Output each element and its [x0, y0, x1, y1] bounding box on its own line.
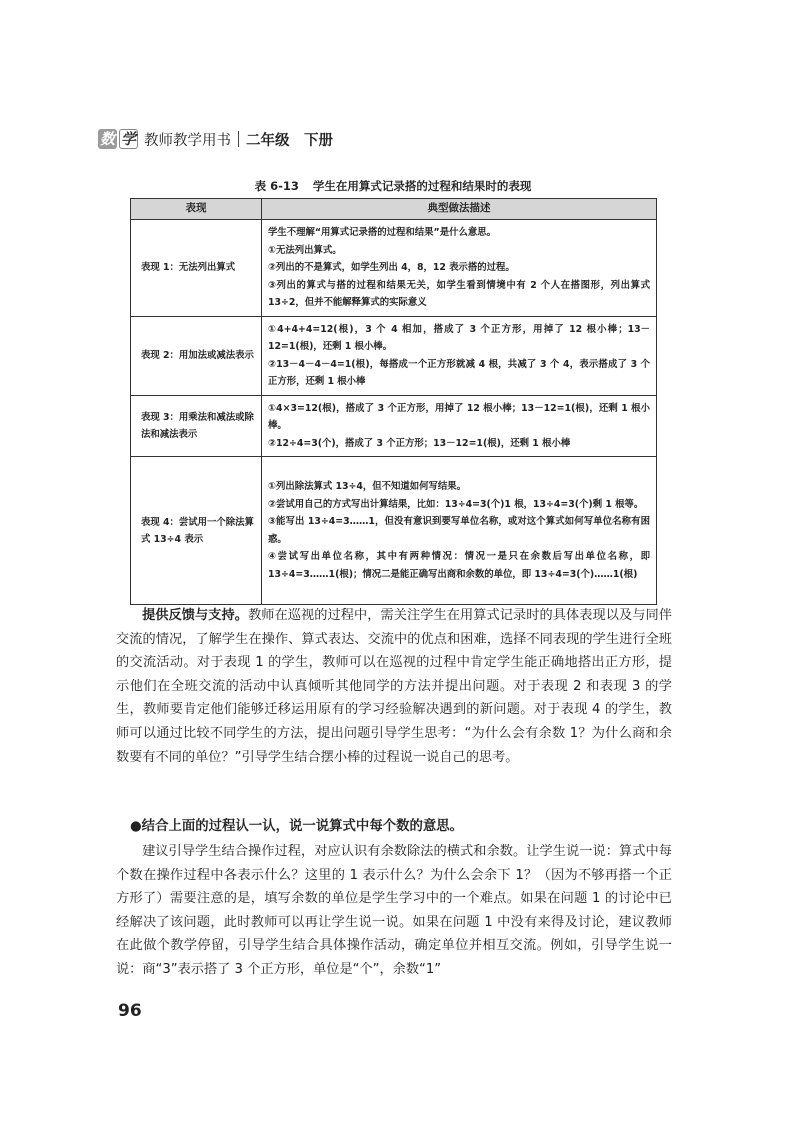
bullet-heading: ●结合上面的过程认一认，说一说算式中每个数的意思。 — [130, 819, 464, 834]
table-title: 学生在用算式记录搭的过程和结果时的表现 — [312, 179, 532, 193]
header-divider — [238, 131, 239, 147]
grade-label: 二年级 下册 — [246, 132, 333, 149]
table-row — [131, 316, 657, 395]
description-line: ②12÷4=3(个)，搭成了 3 个正方形；13－12=1(根)，还剩 1 根小棒 — [268, 437, 571, 449]
table-caption — [130, 178, 656, 194]
description-line: ①4×3=12(根)，搭成了 3 个正方形，用掉了 12 根小棒；13－12=1(根)，还剩 1 根小棒。 — [268, 402, 650, 431]
row-label: 表现 2：用加法或减法表示 — [131, 316, 262, 395]
description-line: ①无法列出算式。 — [268, 244, 342, 256]
paragraph-text: 建议引导学生结合操作过程，对应认识有余数除法的横式和余数。让学生说一说：算式中每个数在操作过程中各表示什么？这里的 1 表示什么？为什么会余下 1？（因为不够再搭一个正方形了）需要注意的是，填写余数的单位是学生学习中的一个难点。如果在问题 1 的讨论中已经解决了该问题，此时教师可以再让学生说一说。如果在问题 1 中没有来得及讨论，建议教师在此做个教学停留，引导学生结合具体操作活动，确定单位并相互交流。例如，引导学生说一说：商“3”表示搭了 3 个正方形，单位是“个”，余数“1” — [116, 844, 672, 977]
row-description — [262, 457, 657, 605]
row-description — [262, 220, 657, 317]
description-line: ②13－4－4－4=1(根)，每搭成一个正方形就减 4 根，共减了 3 个 4，表示搭成了 3 个正方形，还剩 1 根小棒 — [268, 358, 650, 387]
row-label: 表现 3：用乘法和减法或除法和减法表示 — [131, 395, 262, 457]
feedback-paragraph — [116, 604, 672, 769]
row-label: 表现 4：尝试用一个除法算式 13÷4 表示 — [131, 457, 262, 605]
column-header-description: 典型做法描述 — [262, 199, 657, 220]
table-row — [131, 457, 657, 605]
table-header-row — [131, 199, 657, 220]
row-description — [262, 316, 657, 395]
table-row — [131, 395, 657, 457]
description-line: ②列出的不是算式，如学生列出 4，8，12 表示搭的过程。 — [268, 262, 515, 273]
description-line: ②尝试用自己的方式写出计算结果，比如：13÷4=3(个)1 根，13÷4=3(个)剩 1 根等。 — [268, 498, 644, 510]
description-line: ①列出除法算式 13÷4，但不知道如何写结果。 — [268, 481, 467, 492]
brand-char-1: 数 — [99, 130, 115, 148]
paragraph-text: 教师在巡视的过程中，需关注学生在用算式记录时的具体表现以及与同伴交流的情况，了解学生在操作、算式表达、交流中的优点和困难，选择不同表现的学生进行全班的交流活动。对于表现 1 的学生，教师可以在巡视的过程中肯定学生能正确地搭出正方形，提示他们在全班交流的活动中认真倾听其他同学的方法并提出问题。对于表现 2 和表现 3 的学生，教师要肯定他们能够迁移运用原有的学习经验解决遇到的新问题。对于表现 4 的学生，教师可以通过比较不同学生的方法，提出问题引导学生思考：“为什么会有余数 1？为什么商和余数要有不同的单位？”引导学生结合摆小棒的过程说一说自己的思考。 — [116, 608, 672, 765]
column-header-performance: 表现 — [131, 199, 262, 220]
description-line: ①4+4+4=12(根)，3 个 4 相加，搭成了 3 个正方形，用掉了 12 根小棒；13－12=1(根)，还剩 1 根小棒。 — [268, 323, 650, 352]
description-line: ④尝试写出单位名称，其中有两种情况：情况一是只在余数后写出单位名称，即 13÷4=3……1(根)；情况二是能正确写出商和余数的单位，即 13÷4=3(个)……1(根) — [268, 551, 650, 580]
row-label: 表现 1：无法列出算式 — [131, 220, 262, 317]
running-header — [98, 126, 333, 152]
performance-table — [130, 198, 657, 605]
suggestion-paragraph — [116, 840, 672, 982]
brand-char-2: 学 — [120, 130, 136, 148]
table-number: 表 6-13 — [254, 179, 299, 193]
row-description — [262, 395, 657, 457]
book-title: 教师教学用书 — [144, 132, 231, 149]
description-line: ③列出的算式与搭的过程和结果无关，如学生看到情境中有 2 个人在搭图形，列出算式 13÷2，但并不能解释算式的实际意义 — [268, 279, 650, 308]
page-number: 96 — [118, 1001, 142, 1021]
description-line: ③能写出 13÷4=3……1，但没有意识到要写单位名称，或对这个算式如何写单位名称有困惑。 — [268, 516, 650, 545]
brand-logo — [98, 129, 140, 149]
table-row — [131, 220, 657, 317]
description-line: 学生不理解“用算式记录搭的过程和结果”是什么意思。 — [268, 227, 496, 238]
paragraph-lead: 提供反馈与支持。 — [142, 608, 249, 623]
